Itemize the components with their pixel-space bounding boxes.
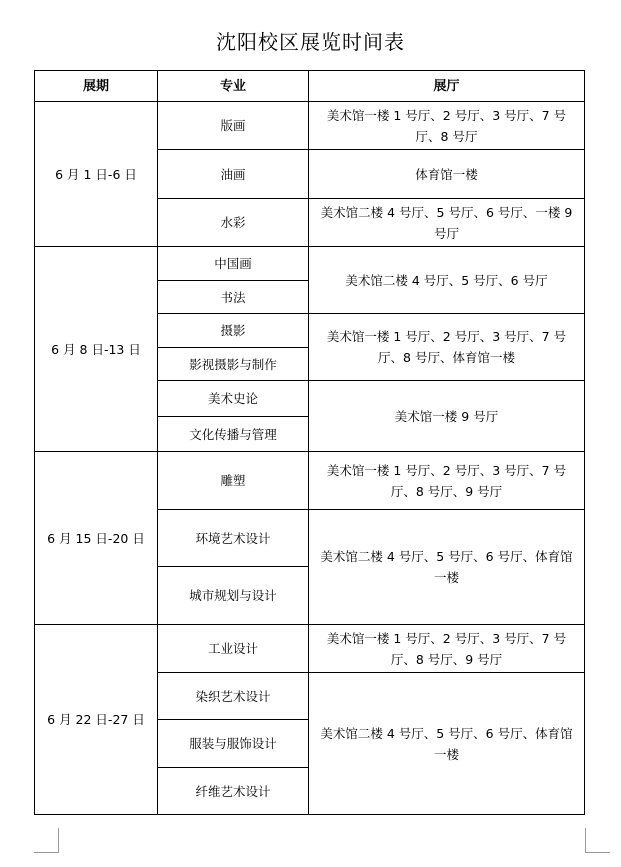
hall-cell: 美术馆一楼 1 号厅、2 号厅、3 号厅、7 号厅、8 号厅 <box>309 102 585 150</box>
major-cell: 服装与服饰设计 <box>158 720 309 768</box>
header-hall: 展厅 <box>309 71 585 102</box>
period-cell: 6 月 15 日-20 日 <box>35 452 158 625</box>
hall-cell: 美术馆一楼 9 号厅 <box>309 381 585 452</box>
major-cell: 版画 <box>158 102 309 150</box>
page-title: 沈阳校区展览时间表 <box>216 30 405 54</box>
major-cell: 书法 <box>158 281 309 314</box>
table-row <box>35 102 585 150</box>
period-cell: 6 月 8 日-13 日 <box>35 247 158 452</box>
hall-cell: 美术馆二楼 4 号厅、5 号厅、6 号厅 <box>309 247 585 314</box>
table-header-row <box>35 71 585 102</box>
major-cell: 中国画 <box>158 247 309 281</box>
hall-cell: 美术馆一楼 1 号厅、2 号厅、3 号厅、7 号厅、8 号厅、9 号厅 <box>309 625 585 673</box>
major-cell: 雕塑 <box>158 452 309 510</box>
hall-cell: 体育馆一楼 <box>309 150 585 199</box>
table-row <box>35 452 585 510</box>
hall-cell: 美术馆二楼 4 号厅、5 号厅、6 号厅、体育馆一楼 <box>309 510 585 625</box>
header-major: 专业 <box>158 71 309 102</box>
hall-cell: 美术馆一楼 1 号厅、2 号厅、3 号厅、7 号厅、8 号厅、体育馆一楼 <box>309 314 585 381</box>
major-cell: 油画 <box>158 150 309 199</box>
major-cell: 环境艺术设计 <box>158 510 309 567</box>
major-cell: 摄影 <box>158 314 309 348</box>
period-cell: 6 月 22 日-27 日 <box>35 625 158 815</box>
hall-cell: 美术馆二楼 4 号厅、5 号厅、6 号厅、体育馆一楼 <box>309 673 585 815</box>
major-cell: 美术史论 <box>158 381 309 417</box>
major-cell: 工业设计 <box>158 625 309 673</box>
table-row <box>35 247 585 281</box>
header-period: 展期 <box>35 71 158 102</box>
major-cell: 影视摄影与制作 <box>158 348 309 381</box>
period-cell: 6 月 1 日-6 日 <box>35 102 158 247</box>
exhibition-schedule-table <box>34 70 585 815</box>
page-corner-mark-right <box>585 828 610 853</box>
major-cell: 染织艺术设计 <box>158 673 309 720</box>
page-corner-mark-left <box>34 828 59 853</box>
table-row <box>35 625 585 673</box>
major-cell: 文化传播与管理 <box>158 417 309 452</box>
hall-cell: 美术馆二楼 4 号厅、5 号厅、6 号厅、一楼 9 号厅 <box>309 199 585 247</box>
major-cell: 水彩 <box>158 199 309 247</box>
major-cell: 纤维艺术设计 <box>158 768 309 815</box>
hall-cell: 美术馆一楼 1 号厅、2 号厅、3 号厅、7 号厅、8 号厅、9 号厅 <box>309 452 585 510</box>
major-cell: 城市规划与设计 <box>158 567 309 625</box>
